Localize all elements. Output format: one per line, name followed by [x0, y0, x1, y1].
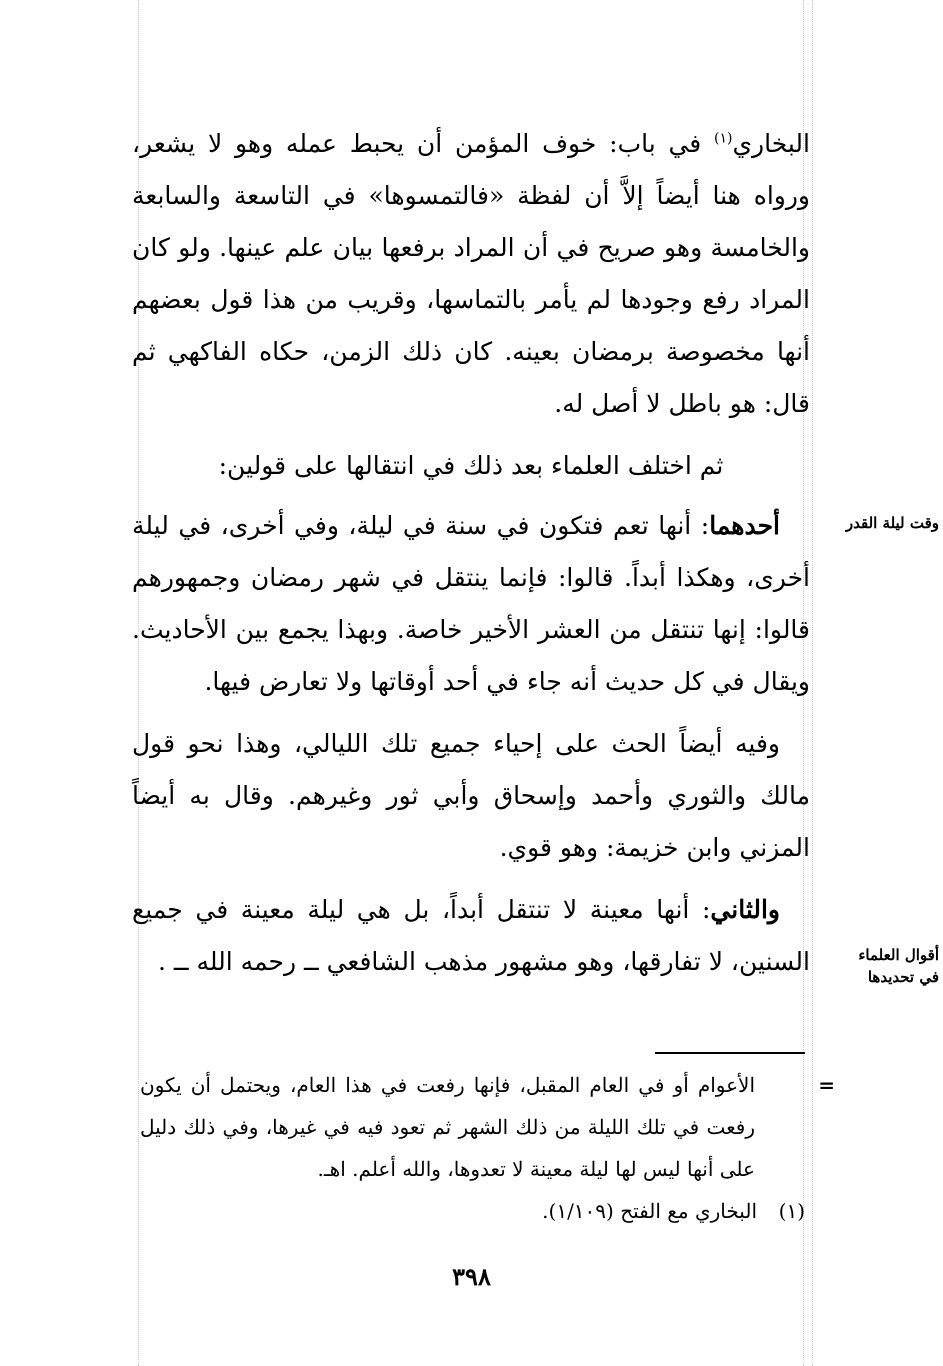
paragraph-4: وفيه أيضاً الحث على إحياء جميع تلك الليالي، وهذا نحو قول مالك والثوري وأحمد وإسحاق وأبي ثور وغيرهم. وقال به أيضاً المزني وابن خزيمة: وهو قوي. — [132, 729, 810, 862]
footnote-number: (١) — [778, 1199, 805, 1223]
margin-note-2: أقوال العلماء في تحديدها — [858, 946, 939, 986]
paragraph-2: ثم اختلف العلماء بعد ذلك في انتقالها على قولين: — [218, 451, 724, 480]
lead-word: أحدهما — [709, 511, 780, 540]
footnotes — [140, 1064, 835, 1232]
footnote-reference[interactable]: (١) — [714, 130, 733, 147]
main-text — [132, 118, 810, 988]
footnote-1: (١)البخاري مع الفتح (١/١٠٩). — [140, 1190, 805, 1232]
scan-guide-line — [812, 0, 813, 1366]
continuation-marker: = — [818, 1073, 835, 1097]
paragraph-5: والثاني: أنها معينة لا تنتقل أبداً، بل هي ليلة معينة في جميع السنين، لا تفارقها، وهو مشهور مذهب الشافعي ــ رحمه الله ــ . — [132, 895, 810, 976]
margin-note-1: وقت ليلة القدر — [845, 514, 939, 532]
paragraph-3: أحدهما: أنها تعم فتكون في سنة في ليلة، وفي أخرى، في ليلة أخرى، وهكذا أبداً. قالوا: فإنما ينتقل في شهر رمضان وجمهورهم قالوا: إنها تنتقل من العشر الأخير خاصة. وبهذا يجمع بين الأحاديث. ويقال في كل حديث أنه جاء في أحد أوقاتها ولا تعارض فيها. — [132, 511, 810, 696]
footnote-continuation: = الأعوام أو في العام المقبل، فإنها رفعت في هذا العام، ويحتمل أن يكون رفعت في تلك الليلة من ذلك الشهر ثم تعود فيه في غيرها، وفي ذلك دليل على أنها ليس لها ليلة معينة لا تعدوها، والله أعلم. اهـ. — [140, 1064, 805, 1190]
page-number: ٣٩٨ — [452, 1262, 491, 1291]
lead-word: والثاني — [710, 895, 780, 924]
footnote-separator — [655, 1052, 805, 1054]
paragraph-1: البخاري$^{(١)}$ في باب: خوف المؤمن أن يحبط عمله وهو لا يشعر، ورواه هنا أيضاً إلاَّ أن لفظة «فالتمسوها» في التاسعة والسابعة والخامسة وهو صريح في أن المراد برفعها بيان علم عينها. ولو كان المراد رفع وجودها لم يأمر بالتماسها، وقريب من هذا قول بعضهم أنها مخصوصة برمضان بعينه. كان ذلك الزمن، حكاه الفاكهي ثم قال: هو باطل لا أصل له. — [132, 129, 810, 418]
